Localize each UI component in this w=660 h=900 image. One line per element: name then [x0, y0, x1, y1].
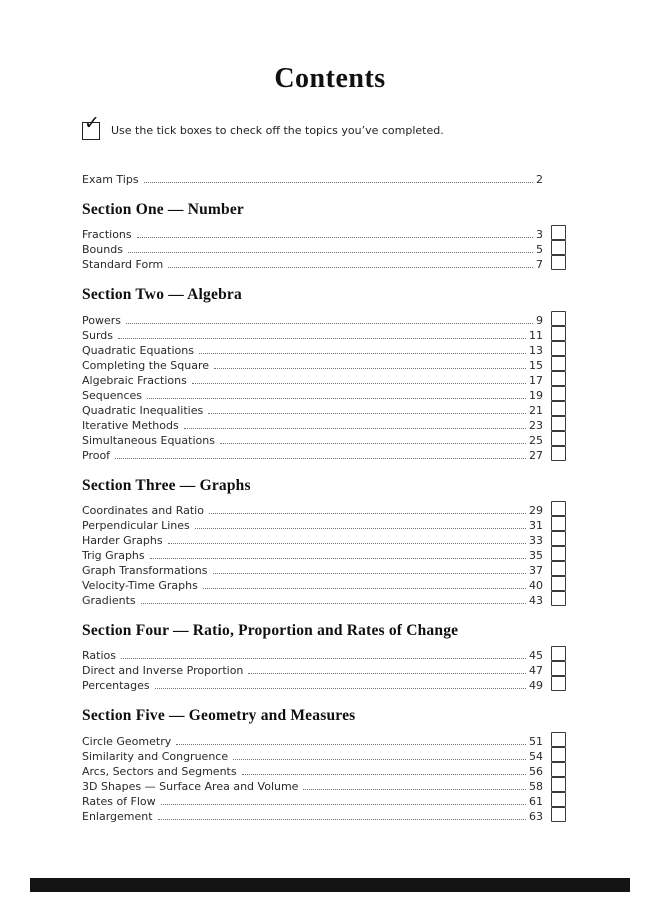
page-title: Contents [274, 62, 386, 94]
toc-entry-page: 37 [529, 563, 543, 577]
dotted-leader [121, 658, 526, 659]
toc-entry-label: Harder Graphs [82, 533, 163, 547]
toc-entry-page: 51 [529, 734, 543, 748]
toc-entry-label: Powers [82, 313, 121, 327]
toc-entry-page: 23 [529, 418, 543, 432]
dotted-leader [220, 443, 526, 444]
section-heading: Section Five — Geometry and Measures [82, 707, 356, 725]
toc-entry-label: Gradients [82, 593, 136, 607]
dotted-leader [150, 558, 526, 559]
toc-entry-label: Percentages [82, 679, 150, 693]
toc-entry-label: Sequences [82, 388, 142, 402]
toc-entry-label: Direct and Inverse Proportion [82, 664, 244, 678]
toc-entry [82, 312, 566, 327]
toc-entry [82, 562, 566, 577]
dotted-leader [141, 603, 526, 604]
toc-entry-page: 17 [529, 373, 543, 387]
tick-checkbox[interactable] [551, 255, 566, 270]
section-heading: Section One — Number [82, 200, 245, 218]
toc-entry [82, 808, 566, 823]
toc-entry-page: 25 [529, 433, 543, 447]
toc-entry [82, 171, 566, 186]
toc-entry-page: 63 [529, 809, 543, 823]
toc-section [82, 200, 566, 271]
tick-checkbox[interactable] [551, 591, 566, 606]
tick-checkbox[interactable] [551, 431, 566, 446]
dotted-leader [242, 774, 526, 775]
tick-checkbox[interactable] [551, 807, 566, 822]
tick-checkbox[interactable] [551, 792, 566, 807]
toc-entry [82, 241, 566, 256]
dotted-leader [199, 353, 526, 354]
toc-entry-label: 3D Shapes — Surface Area and Volume [82, 779, 299, 793]
dotted-leader [161, 804, 526, 805]
toc-entry [82, 226, 566, 241]
dotted-leader [144, 182, 533, 183]
tick-checkbox[interactable] [551, 646, 566, 661]
tick-checkbox[interactable] [551, 516, 566, 531]
toc-entry [82, 733, 566, 748]
dotted-leader [158, 819, 526, 820]
dotted-leader [176, 744, 526, 745]
dotted-leader [203, 588, 526, 589]
toc-entry-page: 9 [536, 313, 543, 327]
tick-checkbox[interactable] [551, 225, 566, 240]
toc-entry-label: Similarity and Congruence [82, 749, 229, 763]
toc-entry [82, 327, 566, 342]
toc-entry [82, 793, 566, 808]
toc-entry-label: Proof [82, 448, 111, 462]
toc-entry [82, 592, 566, 607]
toc-entry-label: Standard Form [82, 258, 164, 272]
toc-entry-label: Algebraic Fractions [82, 373, 187, 387]
section-heading: Section Four — Ratio, Proportion and Rates of Change [82, 621, 459, 639]
toc-entry [82, 763, 566, 778]
toc-entry-page: 40 [529, 578, 543, 592]
toc-entry [82, 372, 566, 387]
tick-checkbox[interactable] [551, 416, 566, 431]
dotted-leader [303, 789, 526, 790]
toc-section [82, 285, 566, 461]
tick-checkbox[interactable] [551, 341, 566, 356]
toc-entry-label: Circle Geometry [82, 734, 172, 748]
toc-entry-label: Quadratic Inequalities [82, 403, 204, 417]
dotted-leader [192, 383, 526, 384]
toc-entry-label: Coordinates and Ratio [82, 503, 204, 517]
toc-entry-page: 29 [529, 503, 543, 517]
dotted-leader [155, 688, 526, 689]
dotted-leader [214, 368, 526, 369]
toc-entry [82, 677, 566, 692]
toc-entry-label: Enlargement [82, 809, 153, 823]
toc-entry-label: Completing the Square [82, 358, 210, 372]
tick-note-text: Use the tick boxes to check off the topics you’ve completed. [111, 124, 444, 138]
toc-entry-page: 56 [529, 764, 543, 778]
tick-checkbox[interactable] [551, 777, 566, 792]
toc-entry-page: 43 [529, 593, 543, 607]
toc-entry [82, 662, 566, 677]
toc-entry-page: 49 [529, 679, 543, 693]
toc-entry [82, 357, 566, 372]
tick-checkbox[interactable] [551, 240, 566, 255]
toc-entry-page: 33 [529, 533, 543, 547]
tick-checkbox[interactable] [551, 531, 566, 546]
tick-checkbox[interactable] [551, 561, 566, 576]
tick-checkbox[interactable] [551, 747, 566, 762]
tick-checkbox[interactable] [551, 732, 566, 747]
dotted-leader [147, 398, 526, 399]
dotted-leader [168, 267, 533, 268]
toc-entry [82, 748, 566, 763]
section-heading: Section Three — Graphs [82, 476, 251, 494]
tick-checkbox[interactable] [551, 311, 566, 326]
toc-entry-label: Bounds [82, 243, 123, 257]
toc-entry-page: 2 [536, 172, 543, 186]
checked-tickbox-icon [82, 111, 100, 140]
toc-entry-page: 7 [536, 258, 543, 272]
tick-checkbox[interactable] [551, 356, 566, 371]
toc-entry-page: 45 [529, 649, 543, 663]
tick-checkbox[interactable] [551, 676, 566, 691]
tick-checkbox[interactable] [551, 446, 566, 461]
toc-entry [82, 647, 566, 662]
toc-entry-page: 21 [529, 403, 543, 417]
toc-entry-page: 61 [529, 794, 543, 808]
toc-entry-page: 3 [536, 228, 543, 242]
toc-entry-page: 54 [529, 749, 543, 763]
tick-checkbox[interactable] [551, 326, 566, 341]
tick-checkbox[interactable] [551, 386, 566, 401]
toc-entry-page: 13 [529, 343, 543, 357]
toc-entry [82, 778, 566, 793]
toc-entry [82, 577, 566, 592]
toc-entry-label: Simultaneous Equations [82, 433, 215, 447]
toc-entry [82, 256, 566, 271]
check-icon: ✓ [84, 111, 100, 134]
toc-entry-label: Graph Transformations [82, 563, 208, 577]
toc-entry [82, 447, 566, 462]
tick-checkbox[interactable] [551, 576, 566, 591]
dotted-leader [209, 513, 526, 514]
toc-entry [82, 517, 566, 532]
toc-entry-page: 27 [529, 448, 543, 462]
toc-entry-label: Ratios [82, 649, 116, 663]
toc-entry [82, 402, 566, 417]
toc-entry-label: Perpendicular Lines [82, 518, 190, 532]
tick-checkbox[interactable] [551, 546, 566, 561]
toc-entry-page: 11 [529, 328, 543, 342]
toc-entry-label: Exam Tips [82, 172, 139, 186]
dotted-leader [184, 428, 526, 429]
tick-checkbox[interactable] [551, 371, 566, 386]
toc-entry-label: Iterative Methods [82, 418, 179, 432]
dotted-leader [195, 528, 526, 529]
dotted-leader [126, 323, 533, 324]
toc-entry [82, 547, 566, 562]
toc-entry-label: Surds [82, 328, 113, 342]
toc-entry [82, 387, 566, 402]
toc-section [82, 706, 566, 822]
toc-entry-label: Trig Graphs [82, 548, 145, 562]
dotted-leader [118, 338, 526, 339]
toc-entry [82, 417, 566, 432]
toc-entry-page: 47 [529, 664, 543, 678]
toc-entry-page: 35 [529, 548, 543, 562]
tick-checkbox[interactable] [551, 401, 566, 416]
toc-entry-page: 31 [529, 518, 543, 532]
footer-bar [30, 878, 630, 892]
toc-entry-label: Velocity-Time Graphs [82, 578, 198, 592]
toc-entry [82, 432, 566, 447]
toc-entry-page: 5 [536, 243, 543, 257]
tick-checkbox[interactable] [551, 501, 566, 516]
dotted-leader [115, 458, 526, 459]
toc-entry-label: Fractions [82, 228, 132, 242]
toc-section [82, 621, 566, 692]
toc-entry-label: Rates of Flow [82, 794, 156, 808]
dotted-leader [168, 543, 526, 544]
table-of-contents [82, 171, 566, 823]
dotted-leader [248, 673, 526, 674]
toc-entry-page: 15 [529, 358, 543, 372]
toc-section [82, 476, 566, 607]
tick-note [82, 111, 660, 140]
toc-entry [82, 532, 566, 547]
dotted-leader [233, 759, 526, 760]
tick-checkbox[interactable] [551, 661, 566, 676]
dotted-leader [137, 237, 533, 238]
dotted-leader [213, 573, 527, 574]
toc-entry-page: 19 [529, 388, 543, 402]
dotted-leader [208, 413, 526, 414]
toc-entry [82, 342, 566, 357]
toc-entry-label: Quadratic Equations [82, 343, 194, 357]
dotted-leader [128, 252, 533, 253]
toc-entry-page: 58 [529, 779, 543, 793]
toc-entry-label: Arcs, Sectors and Segments [82, 764, 237, 778]
section-heading: Section Two — Algebra [82, 286, 242, 304]
tick-checkbox[interactable] [551, 762, 566, 777]
toc-entry [82, 502, 566, 517]
